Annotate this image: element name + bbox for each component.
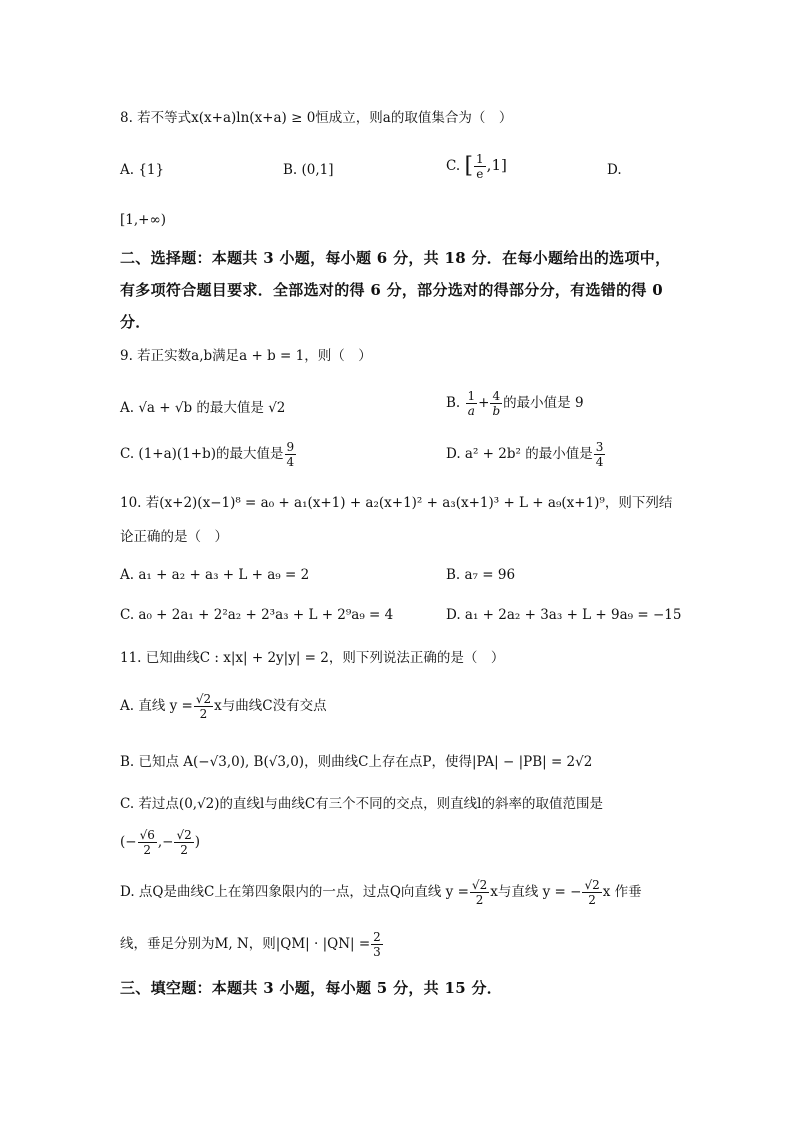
q11-a-post: x与曲线C没有交点 <box>214 698 327 714</box>
q8-option-d: D. <box>607 162 622 178</box>
q9-c-den: 4 <box>286 455 295 469</box>
section2-line3: 分． <box>120 313 151 331</box>
q10-option-b: B. a₇ = 96 <box>446 567 516 583</box>
q9-d-num: 3 <box>595 440 604 454</box>
section3-line1: 三、填空题：本题共 3 小题，每小题 5 分，共 15 分． <box>120 979 503 997</box>
q11-d1-post: x 作垂 <box>602 884 642 900</box>
q8-option-a: A. {1} <box>120 162 165 178</box>
q11-d1-mid: x与直线 y = − <box>490 884 582 900</box>
q8-c-denominator: e <box>476 167 484 181</box>
q11-d1-pre: D. 点Q是曲线C上在第四象限内的一点，过点Q向直线 y = <box>120 884 469 900</box>
q9-b-frac1-num: 1 <box>467 389 476 403</box>
q11-option-d-line1 <box>120 878 642 907</box>
q11-stem: 11. 已知曲线C : x|x| + 2y|y| = 2，则下列说法正确的是（ ） <box>120 650 505 666</box>
q11-d1-den2: 2 <box>588 893 596 907</box>
q9-c-num: 9 <box>286 440 295 454</box>
q9-option-c <box>120 440 297 469</box>
q11-a-pre: A. 直线 y = <box>120 698 193 714</box>
q10-option-c: C. a₀ + 2a₁ + 2²a₂ + 2³a₃ + L + 2⁹a₉ = 4 <box>120 607 394 623</box>
q9-b-frac1-den: a <box>467 404 475 418</box>
q11-option-c-line2 <box>120 828 200 857</box>
q10-option-d: D. a₁ + 2a₂ + 3a₃ + L + 9a₉ = −15 <box>446 607 682 623</box>
q9-option-d <box>446 440 606 469</box>
q8-stem: 8. 若不等式x(x+a)ln(x+a) ≥ 0恒成立，则a的取值集合为（ ） <box>120 110 513 126</box>
q11-a-num: √2 <box>195 692 212 706</box>
q9-b-frac2-num: 4 <box>490 389 502 404</box>
q9-c-text: C. (1+a)(1+b)的最大值是 <box>120 446 284 462</box>
section2-line1: 二、选择题：本题共 3 小题，每小题 6 分，共 18 分．在每小题给出的选项中， <box>120 249 671 267</box>
q11-c2-open: (− <box>120 834 137 850</box>
q11-option-c-line1: C. 若过点(0,√2)的直线l与曲线C有三个不同的交点，则直线l的斜率的取值范围是 <box>120 796 603 812</box>
q8-option-b: B. (0,1] <box>283 162 334 178</box>
q8-option-d-value: [1,+∞) <box>120 212 166 228</box>
q9-b-rest: 的最小值是 9 <box>503 395 584 411</box>
q9-b-frac2-den: b <box>492 404 501 418</box>
q11-d1-num2: √2 <box>584 878 600 892</box>
q11-c2-den2: 2 <box>180 843 188 857</box>
q10-stem-line2: 论正确的是（ ） <box>120 529 228 545</box>
q9-option-a: A. √a + √b 的最大值是 √2 <box>120 400 286 416</box>
q8-option-c-label: C. <box>446 158 461 174</box>
q11-d1-den1: 2 <box>475 893 484 907</box>
q9-d-text: D. a² + 2b² 的最小值是 <box>446 446 593 462</box>
q8-option-c: C. [ $\frac{1}{e}$ ,1] <box>446 152 507 181</box>
q10-stem-line1: 10. 若(x+2)(x−1)⁸ = a₀ + a₁(x+1) + a₂(x+1)² + a₃(x+1)³ + L + a₉(x+1)⁹，则下列结 <box>120 495 673 511</box>
q11-a-den: 2 <box>199 707 208 721</box>
q11-c2-den1: 2 <box>143 843 152 857</box>
q9-b-label: B. <box>446 395 461 411</box>
q11-option-a <box>120 692 327 721</box>
q9-option-b: B. $\frac{1}{a}$ + $\frac{4}{b}$ 的最小值是 9 <box>446 389 584 418</box>
q11-c2-num1: √6 <box>139 828 155 842</box>
q8-c-rest: ,1] <box>486 156 507 174</box>
q9-d-den: 4 <box>595 455 604 469</box>
q8-c-numerator: 1 <box>476 152 484 166</box>
q11-d2-den: 3 <box>373 945 381 959</box>
q11-d1-num1: √2 <box>471 878 488 892</box>
q10-option-a: A. a₁ + a₂ + a₃ + L + a₉ = 2 <box>120 567 310 583</box>
q11-option-d-line2 <box>120 930 384 959</box>
q11-c2-close: ) <box>194 834 201 850</box>
q11-option-b: B. 已知点 A(−√3,0), B(√3,0)，则曲线C上存在点P，使得|PA| − |PB| = 2√2 <box>120 754 593 770</box>
q11-d2-pre: 线，垂足分别为M, N，则|QM| · |QN| = <box>120 936 371 952</box>
q9-stem: 9. 若正实数a,b满足a + b = 1，则（ ） <box>120 348 372 364</box>
section2-line2: 有多项符合题目要求．全部选对的得 6 分，部分选对的得部分分，有选错的得 0 <box>120 281 663 299</box>
q11-c2-num2: √2 <box>176 828 192 842</box>
q11-c2-mid: ,− <box>157 834 174 850</box>
q11-d2-num: 2 <box>373 930 381 944</box>
